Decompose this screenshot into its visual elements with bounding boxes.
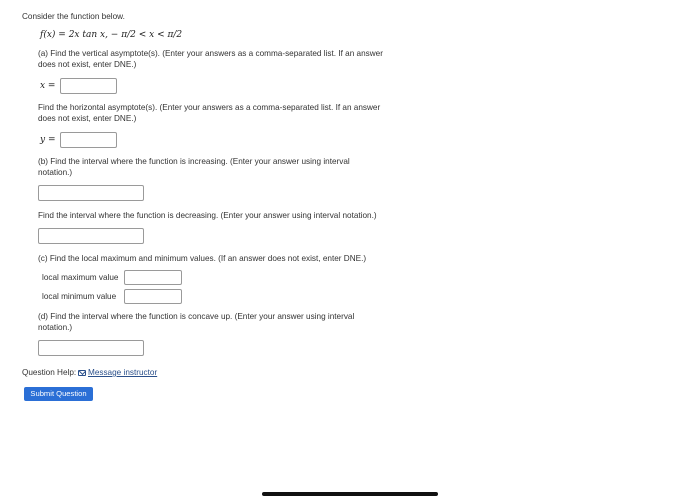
decreasing-interval-input[interactable] — [38, 228, 144, 244]
intro-text: Consider the function below. — [22, 12, 125, 21]
increasing-prompt: (b) Find the interval where the function is increasing. (Enter your answer using interval — [38, 157, 350, 166]
vertical-asymptote-prompt-cont: does not exist, enter DNE.) — [38, 60, 137, 69]
horizontal-asymptote-prompt: Find the horizontal asymptote(s). (Enter your answers as a comma-separated list. If an answer — [38, 103, 381, 112]
local-max-input[interactable] — [124, 270, 182, 285]
local-extrema-prompt: (c) Find the local maximum and minimum values. (If an answer does not exist, enter DNE.) — [38, 254, 367, 263]
concave-up-input[interactable] — [38, 340, 144, 356]
message-instructor-text[interactable]: Message instructor — [88, 368, 158, 377]
horizontal-var-label: y = — [40, 135, 56, 145]
local-min-label: local minimum value — [42, 292, 117, 301]
horizontal-asymptote-input[interactable] — [60, 132, 117, 148]
vertical-asymptote-prompt: (a) Find the vertical asymptote(s). (Enter your answers as a comma-separated list. If an answer — [38, 49, 383, 58]
decreasing-prompt: Find the interval where the function is decreasing. (Enter your answer using interval notation.) — [38, 211, 377, 220]
concave-up-prompt: (d) Find the interval where the function is concave up. (Enter your answer using interval — [38, 312, 355, 321]
concave-up-prompt-cont: notation.) — [38, 323, 73, 332]
horizontal-asymptote-prompt-cont: does not exist, enter DNE.) — [38, 114, 137, 123]
home-indicator — [262, 492, 438, 496]
function-expression: f(x) = 2x tan x, − π/2 < x < π/2 — [40, 30, 183, 40]
vertical-asymptote-input[interactable] — [60, 78, 117, 94]
local-min-input[interactable] — [124, 289, 182, 304]
message-instructor-link[interactable] — [78, 367, 157, 378]
vertical-var-label: x = — [40, 81, 56, 91]
submit-question-button[interactable]: Submit Question — [24, 387, 93, 401]
increasing-interval-input[interactable] — [38, 185, 144, 201]
increasing-prompt-cont: notation.) — [38, 168, 73, 177]
local-max-label: local maximum value — [42, 273, 119, 282]
question-help-label: Question Help: — [22, 368, 77, 377]
mail-icon — [78, 370, 86, 376]
